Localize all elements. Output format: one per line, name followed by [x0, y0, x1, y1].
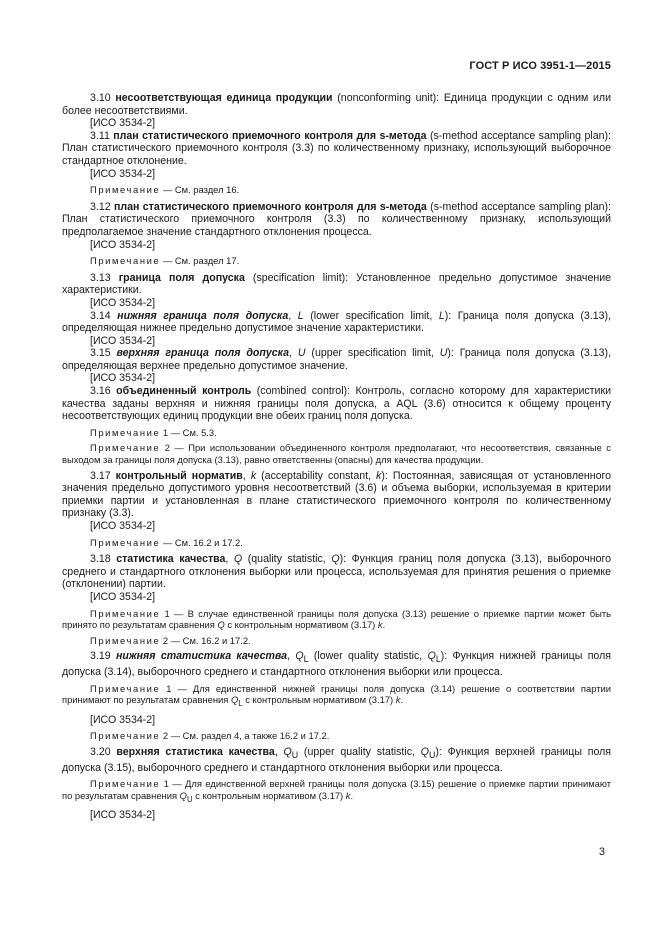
term-english: (upper specification limit,	[305, 347, 440, 360]
term-definition: ): Функция верхней границы поля допуска (3.15), выборочного среднего и стандартного отклонения выборки или процесса.	[62, 745, 612, 774]
note-symbol: k	[377, 619, 383, 631]
page-number: 3	[598, 846, 605, 858]
term-subscript: L	[303, 654, 309, 665]
term-number: 3.10	[90, 92, 116, 104]
term-title: несоответствующая единица продукции	[115, 92, 333, 104]
term-definition: ): Функция нижней границы поля допуска (3.14), выборочного среднего и стандартного отклонения выборки или процесса.	[62, 650, 612, 679]
term-definition: (s-method acceptance sampling plan): План статистического приемочного контроля (3.3) по количественному признаку, использующий предполагаемое значение стандартного отклонения процесса.	[62, 200, 611, 238]
note-label: Примечание	[90, 442, 161, 454]
term-symbol: k	[376, 469, 382, 482]
term-definition: (nonconforming unit): Единица продукции с одним или более несоответствиями.	[62, 92, 612, 117]
term-subscript: U	[291, 750, 299, 760]
note-symbol: Q	[179, 789, 187, 801]
note-label: Примечание	[90, 184, 161, 196]
standard-header: ГОСТ Р ИСО 3951-1—2015	[469, 60, 611, 72]
reference: [ИСО 3534-2]	[90, 117, 156, 130]
term-symbol: L	[438, 309, 445, 322]
term-symbol: U	[297, 347, 306, 360]
note-label: Примечание	[90, 730, 161, 742]
term-symbol: Q	[295, 650, 304, 663]
note-separator: —	[160, 536, 175, 548]
term-3-18: 3.18 статистика качества, Q (quality statistic, Q): Функция границ поля допуска (3.13), выборочного среднего и стандартного отклонения выборки или процесса, используемая для принятия решения о приемке (отклонении) партии.	[62, 553, 612, 591]
note-label: Примечание	[90, 778, 161, 790]
term-english: (lower specification limit,	[303, 309, 439, 322]
term-symbol: U	[439, 347, 448, 360]
note-1	[62, 778, 611, 805]
note-label: Примечание	[90, 536, 161, 548]
term-3-19: 3.19 нижняя статистика качества, $Q_L$ (lower quality statistic, $Q_L$): Функция нижней границы поля допуска (3.14), выборочного среднего и стандартного отклонения выборки или процесса.	[62, 650, 612, 679]
term-3-16	[62, 385, 611, 423]
term-number: 3.19	[90, 650, 116, 663]
note-text: См. раздел 16.	[174, 184, 240, 196]
term-3-20: 3.20 верхняя статистика качества, $Q_U$ (upper quality statistic, $Q_U$): Функция верхней границы поля допуска (3.15), выборочного среднего и стандартного отклонения выборки или процесса.	[62, 745, 612, 774]
note-text: с контрольным нормативом (3.17)	[192, 789, 346, 801]
term-3-14: 3.14 нижняя граница поля допуска, L (lower specification limit, L): Граница поля допуска (3.13), определяющая нижнее предельно допустимое значение характеристики.	[62, 309, 612, 335]
note-label: Примечание	[90, 682, 161, 694]
reference: [ИСО 3534-2]	[90, 372, 156, 385]
term-symbol: L	[297, 309, 304, 322]
term-number: 3.17	[90, 469, 116, 482]
term-definition: ): Граница поля допуска (3.13), определяющая верхнее предельно допустимое значение.	[62, 347, 612, 372]
term-title: нижняя статистика качества	[115, 650, 288, 663]
term-3-13	[62, 272, 611, 297]
term-title: объединенный контроль	[116, 385, 252, 398]
reference: [ИСО 3534-2]	[90, 334, 156, 347]
term-english: (upper quality statistic,	[298, 745, 421, 758]
reference: [ИСО 3534-2]	[90, 713, 156, 726]
note-text: с контрольным нормативом (3.17)	[224, 619, 378, 631]
term-title: граница поля допуска	[118, 271, 245, 284]
note	[62, 537, 611, 549]
reference: [ИСО 3534-2]	[90, 296, 156, 309]
note-1	[62, 608, 611, 631]
term-3-11	[62, 130, 611, 168]
note-symbol: Q	[217, 619, 225, 631]
note-label: Примечание	[90, 634, 161, 646]
term-symbol: Q	[427, 650, 436, 663]
note-text: 1 — Для единственной верхней границы поля допуска (3.15) решение о приемке партии принимают по результатам сравнения	[62, 778, 611, 801]
term-number: 3.18	[90, 553, 117, 566]
term-number: 3.16	[90, 385, 117, 398]
note-text: .	[382, 619, 386, 631]
note-separator: —	[160, 184, 175, 196]
reference: [ИСО 3534-2]	[90, 238, 156, 251]
note-2	[62, 730, 611, 742]
term-number: 3.11	[90, 129, 114, 142]
note-symbol: k	[345, 789, 351, 801]
definitions-section	[62, 92, 611, 822]
note	[62, 184, 611, 196]
term-definition: (s-method acceptance sampling plan): План статистического приемочного контроля (3.3) по количественному признаку, использующий выборочное стандартное отклонение.	[62, 129, 611, 167]
term-english: (acceptability constant,	[256, 469, 377, 482]
note-text: 1 — См. 5.3.	[162, 426, 217, 438]
note-2	[62, 442, 611, 465]
note	[62, 255, 611, 267]
reference: [ИСО 3534-2]	[90, 590, 156, 603]
term-number: 3.13	[90, 271, 119, 284]
term-title: верхняя статистика качества	[116, 745, 275, 758]
note-text: См. раздел 17.	[174, 255, 240, 267]
reference: [ИСО 3534-2]	[90, 520, 156, 532]
term-title: план статистического приемочного контроля для s-метода	[113, 129, 427, 142]
term-definition: ): Граница поля допуска (3.13), определяющая нижнее предельно допустимое значение характеристики.	[62, 309, 612, 335]
term-title: верхняя граница поля допуска	[116, 347, 290, 360]
term-definition: ): Постоянная, зависящая от установленного значения предельно допустимого уровня несоответствий (3.6) и объема выборки, используемая в критерии приемки партии и установленная в плане статистического приемочного контроля по количественному признаку (3.3).	[62, 469, 612, 520]
term-title: план статистического приемочного контроля для s-метода	[113, 200, 427, 213]
note-text: 2 — См. раздел 4, а также 16.2 и 17.2.	[162, 730, 330, 742]
reference: [ИСО 3534-2]	[90, 167, 156, 180]
term-subscript: U	[429, 750, 436, 760]
term-title: статистика качества	[116, 553, 226, 566]
term-english: (lower quality statistic,	[308, 650, 428, 663]
term-symbol: Q	[233, 553, 243, 566]
term-3-12	[62, 201, 611, 239]
term-symbol: Q	[283, 745, 292, 758]
note-label: Примечание	[90, 255, 161, 267]
reference: [ИСО 3534-2]	[90, 809, 156, 822]
term-definition: (combined control): Контроль, согласно которому для характеристики качества заданы верхняя и нижняя границы поля допуска, а AQL (3.6) относится к общему проценту несоответствующих единиц продукции вне обеих границ поля допуска.	[62, 385, 611, 423]
note-subscript: L	[238, 699, 243, 709]
term-3-15: 3.15 верхняя граница поля допуска, U (upper specification limit, U): Граница поля допуска (3.13), определяющая верхнее предельно допустимое значение.	[62, 347, 612, 372]
term-number: 3.12	[90, 200, 114, 213]
note-1	[62, 683, 611, 710]
term-3-10	[62, 92, 611, 117]
note-text: .	[350, 789, 354, 801]
note-subscript: U	[186, 794, 193, 804]
term-number: 3.15	[90, 347, 117, 360]
term-definition: (specification limit): Установленное предельно допустимое значение характеристики.	[62, 271, 611, 297]
term-title: контрольный норматив	[115, 469, 243, 482]
term-subscript: L	[435, 654, 441, 665]
term-symbol: k	[250, 469, 257, 482]
note-text: с контрольным нормативом (3.17)	[242, 694, 396, 706]
term-english: (quality statistic,	[242, 553, 332, 566]
note-label: Примечание	[90, 607, 161, 619]
note-1	[62, 427, 611, 439]
term-title: нижняя граница поля допуска	[117, 309, 289, 322]
note-separator: —	[160, 255, 175, 267]
note-text: .	[400, 694, 404, 706]
term-number: 3.20	[90, 745, 117, 758]
note-label: Примечание	[90, 426, 161, 438]
term-definition: ): Функция границ поля допуска (3.13), выборочного среднего и стандартного отклонения выборки или процесса, используемая для принятия решения о приемке (отклонении) партии.	[62, 553, 612, 591]
term-number: 3.14	[90, 309, 118, 322]
note-text: 2 — См. 16.2 и 17.2.	[162, 634, 251, 646]
term-3-17: 3.17 контрольный норматив, k (acceptability constant, k): Постоянная, зависящая от установленного значения предельно допустимого уровня несоответствий (3.6) и объема выборки, используемая в критерии приемки партии и установленная в плане статистического приемочного контроля по количественному признаку (3.3).	[62, 469, 612, 520]
note-text: 2 — При использовании объединенного контроля предполагают, что несоответствия, связанные с выходом за границы поля допуска (3.13), равно ответственны (опасны) для качества продукции.	[62, 442, 611, 466]
term-symbol: Q	[331, 553, 340, 566]
note-text: См. 16.2 и 17.2.	[174, 536, 243, 548]
note-text: 1 — Для единственной нижней границы поля допуска (3.14) решение о соответствии партии принимают по результатам сравнения	[62, 682, 611, 706]
term-symbol: Q	[420, 745, 429, 758]
note-text: 1 — В случае единственной границы поля допуска (3.13) решение о приемке партии может быть принято по результатам сравнения	[62, 607, 611, 631]
note-symbol: Q	[230, 694, 239, 706]
note-2	[62, 635, 611, 647]
note-symbol: k	[395, 694, 401, 706]
